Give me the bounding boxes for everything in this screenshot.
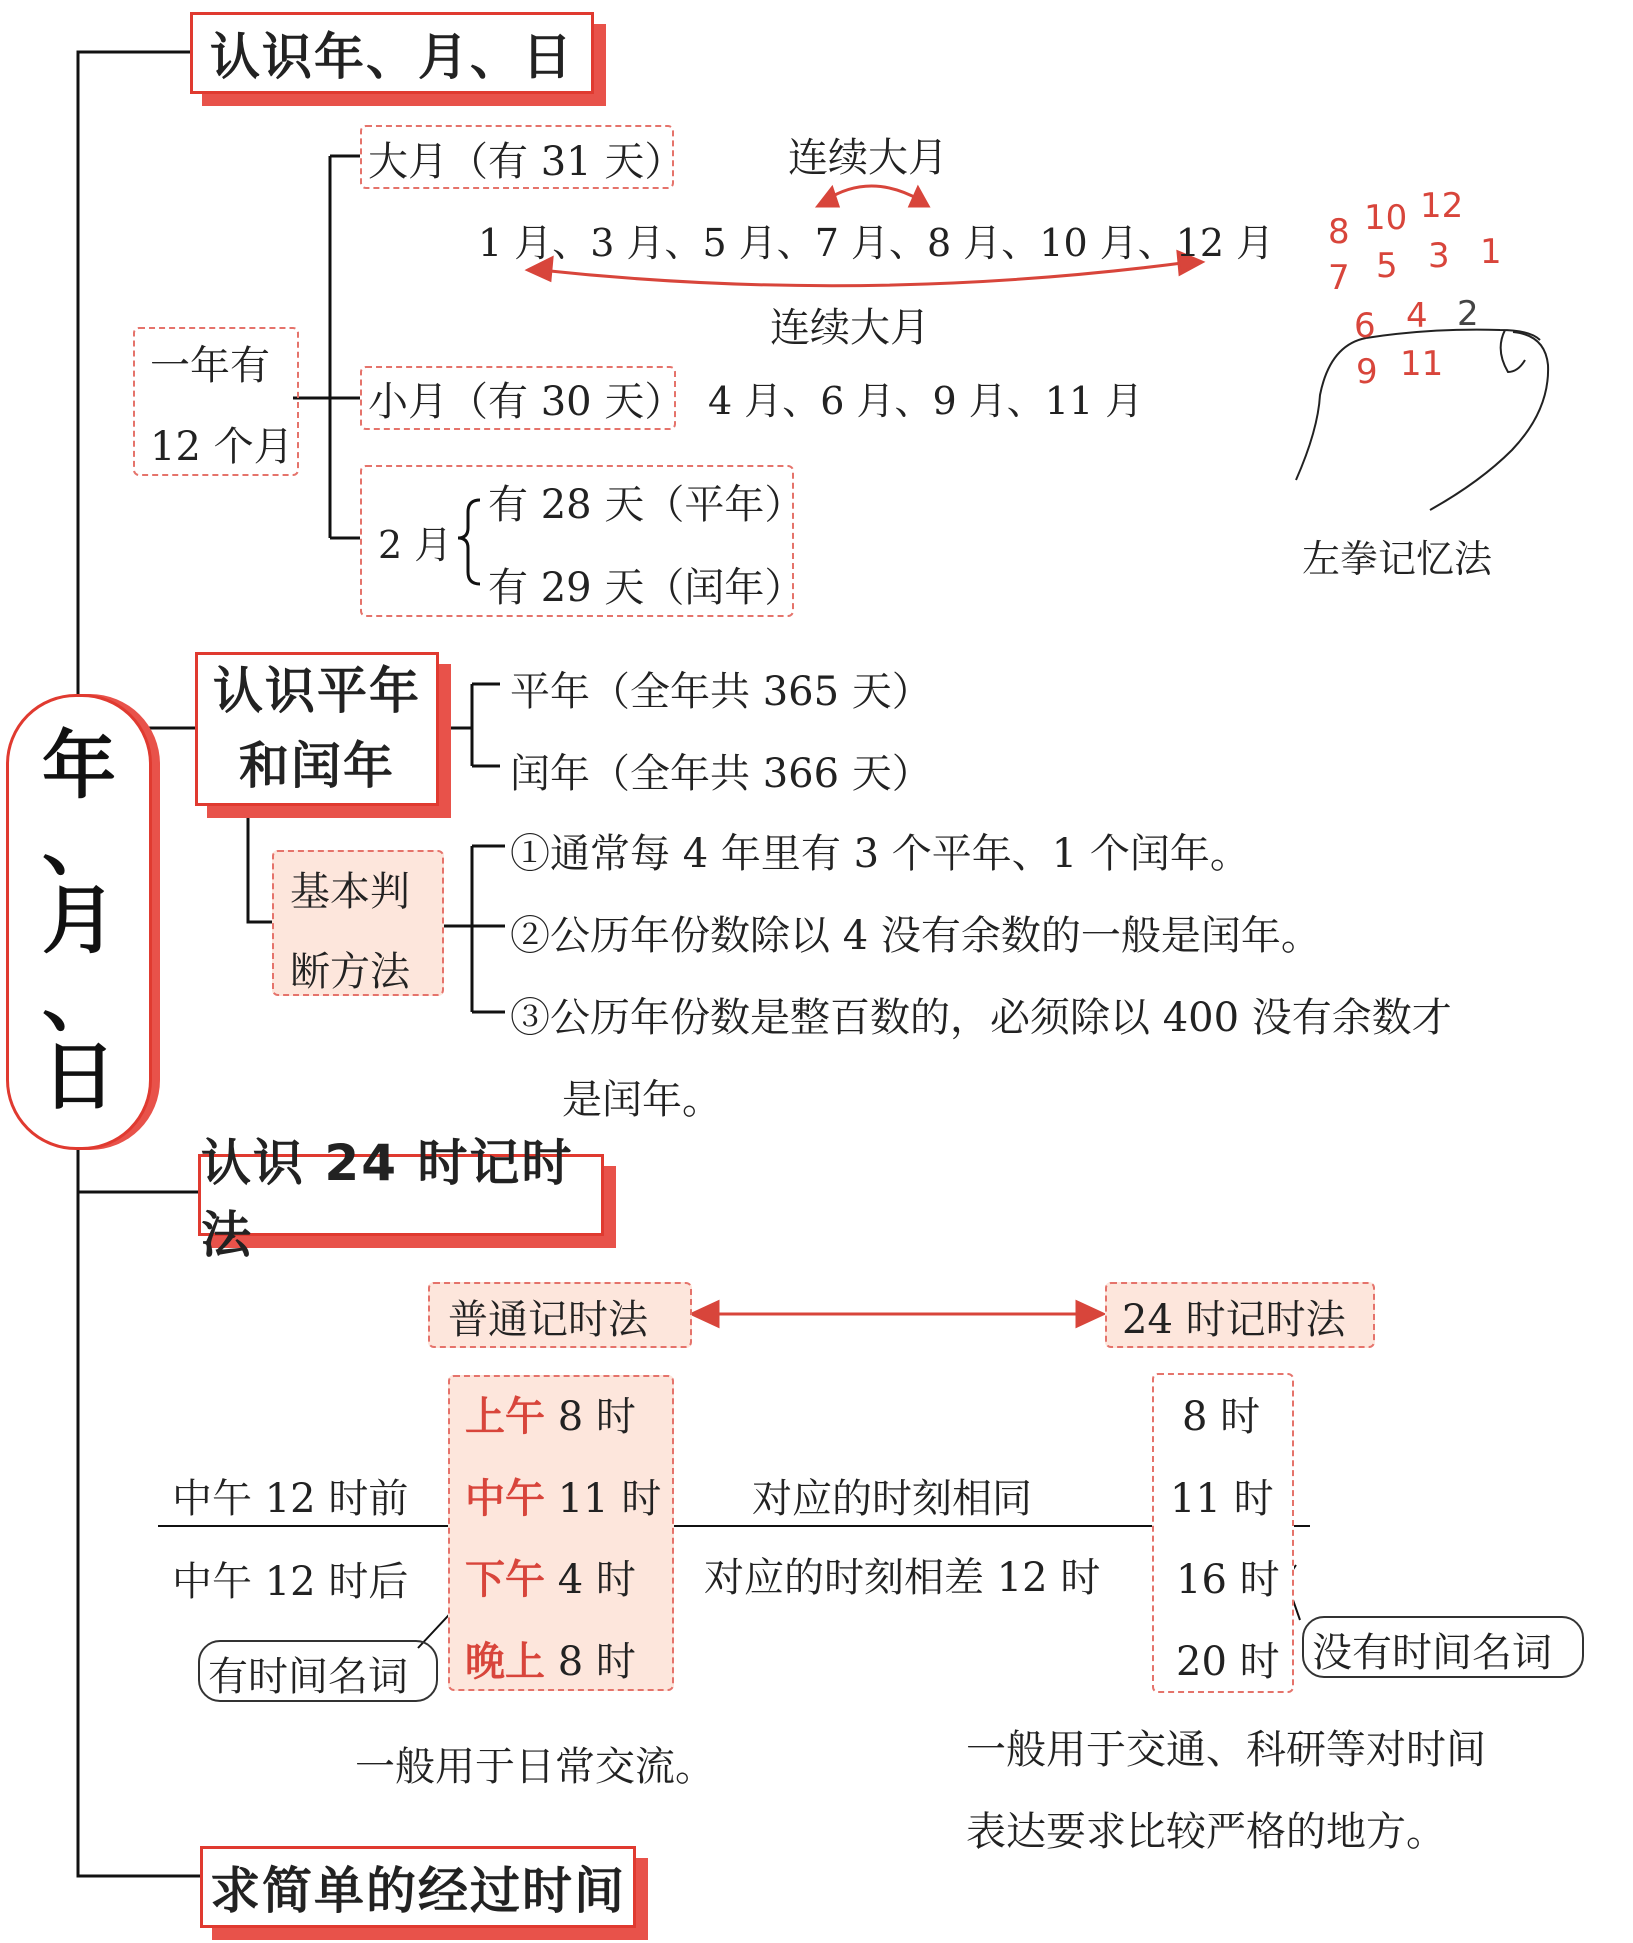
before-noon-label: 中午 12 时前 xyxy=(172,1476,409,1522)
time-value: 11 时 xyxy=(545,1476,662,1522)
ordinary-time-row xyxy=(465,1467,661,1524)
fist-number: 3 xyxy=(1428,236,1450,276)
fist-number: 12 xyxy=(1420,186,1464,226)
h24-time: 20 时 xyxy=(1176,1639,1280,1685)
time-noun: 下午 xyxy=(465,1557,545,1603)
time-value: 8 时 xyxy=(545,1639,636,1685)
judge-method-line: 断方法 xyxy=(290,949,410,995)
february-leap-year: 有 29 天（闰年） xyxy=(488,565,805,611)
fist-number: 2 xyxy=(1457,294,1479,334)
time-noun: 上午 xyxy=(465,1394,545,1440)
fist-number: 11 xyxy=(1400,344,1444,384)
ordinary-time-row xyxy=(465,1630,636,1687)
time-noun: 晚上 xyxy=(465,1639,545,1685)
branch-24-hour-clock: 认识 24 时记时法 xyxy=(198,1154,604,1236)
h24-usage-line: 一般用于交通、科研等对时间 xyxy=(966,1727,1486,1773)
time-value: 8 时 xyxy=(545,1394,636,1440)
no-time-noun-text: 没有时间名词 xyxy=(1312,1630,1552,1676)
big-month-list: 1 月、3 月、5 月、7 月、8 月、10 月、12 月 xyxy=(478,221,1275,265)
time-value: 4 时 xyxy=(545,1557,636,1603)
fist-number: 7 xyxy=(1328,258,1350,298)
fist-number: 9 xyxy=(1356,352,1378,392)
consecutive-big-month-bottom: 连续大月 xyxy=(770,305,930,351)
judge-method-line: 基本判 xyxy=(290,869,410,915)
fist-number: 6 xyxy=(1354,306,1376,346)
leap-rule-3: ③公历年份数是整百数的，必须除以 400 没有余数才 xyxy=(510,995,1452,1041)
h24-clock-label: 24 时记时法 xyxy=(1122,1297,1346,1343)
has-time-noun-text: 有时间名词 xyxy=(208,1654,408,1700)
twelve-months-label: 12 个月 xyxy=(150,424,294,470)
small-month-label: 小月（有 30 天） xyxy=(368,379,685,425)
central-topic-char: 、 xyxy=(42,955,116,1042)
leap-year-label: 闰年（全年共 366 天） xyxy=(510,751,932,797)
february-label: 2 月 xyxy=(378,523,453,567)
h24-time: 8 时 xyxy=(1182,1394,1261,1440)
ordinary-time-row xyxy=(465,1385,636,1442)
consecutive-big-month-top: 连续大月 xyxy=(788,135,948,181)
small-month-list: 4 月、6 月、9 月、11 月 xyxy=(708,379,1144,423)
after-noon-label: 中午 12 时后 xyxy=(172,1559,409,1605)
central-topic-char: 月 xyxy=(42,878,116,965)
central-topic-char: 、 xyxy=(42,800,116,887)
branch-know-year-month-day: 认识年、月、日 xyxy=(190,12,594,94)
branch-line: 认识平年 xyxy=(213,662,421,720)
fist-number: 4 xyxy=(1406,296,1428,336)
february-common-year: 有 28 天（平年） xyxy=(488,482,805,528)
differ-12-note: 对应的时刻相差 12 时 xyxy=(704,1555,1101,1601)
ordinary-time-row xyxy=(465,1548,636,1605)
fist-number: 5 xyxy=(1376,246,1398,286)
h24-usage-line: 表达要求比较严格的地方。 xyxy=(966,1809,1446,1855)
ordinary-usage: 一般用于日常交流。 xyxy=(355,1744,715,1790)
h24-time: 11 时 xyxy=(1170,1476,1274,1522)
leap-rule-1: ①通常每 4 年里有 3 个平年、1 个闰年。 xyxy=(510,831,1250,877)
central-topic-char: 日 xyxy=(42,1033,116,1120)
leap-rule-3-cont: 是闰年。 xyxy=(562,1077,722,1123)
time-noun: 中午 xyxy=(465,1476,545,1522)
ordinary-clock-label: 普通记时法 xyxy=(448,1297,648,1343)
branch-elapsed-time: 求简单的经过时间 xyxy=(200,1846,636,1928)
fist-number: 8 xyxy=(1328,212,1350,252)
fist-number: 1 xyxy=(1480,232,1502,272)
big-month-label: 大月（有 31 天） xyxy=(368,139,685,185)
left-fist-caption: 左拳记忆法 xyxy=(1302,537,1493,581)
branch-line: 和闰年 xyxy=(239,737,395,795)
common-year-label: 平年（全年共 365 天） xyxy=(510,669,932,715)
branch-common-and-leap-year xyxy=(195,652,439,806)
central-topic-char: 年 xyxy=(42,722,116,809)
leap-rule-2: ②公历年份数除以 4 没有余数的一般是闰年。 xyxy=(510,913,1321,959)
central-topic xyxy=(6,694,152,1150)
year-has-label: 一年有 xyxy=(150,343,270,389)
same-time-note: 对应的时刻相同 xyxy=(752,1476,1032,1522)
fist-number: 10 xyxy=(1364,198,1408,238)
h24-time: 16 时 xyxy=(1176,1557,1280,1603)
